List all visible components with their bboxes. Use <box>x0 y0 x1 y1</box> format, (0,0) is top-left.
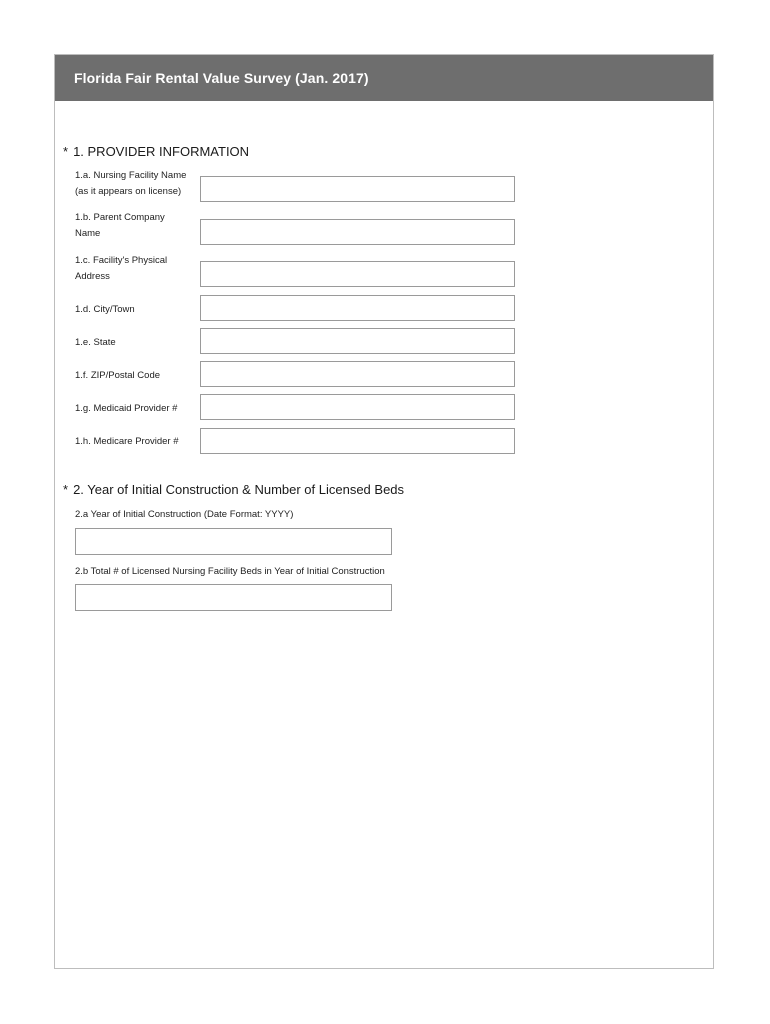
label-medicaid-provider <box>75 401 200 417</box>
city-town-input[interactable] <box>200 295 515 321</box>
survey-header <box>55 55 713 101</box>
nursing-facility-name-input[interactable] <box>200 176 515 202</box>
medicaid-provider-input[interactable] <box>200 394 515 420</box>
zip-code-input[interactable] <box>200 361 515 387</box>
total-licensed-beds-input[interactable] <box>75 584 392 611</box>
label-line: 1.b. Parent Company <box>75 212 165 223</box>
label-line: 1.f. ZIP/Postal Code <box>75 370 161 381</box>
medicare-provider-input[interactable] <box>200 428 515 454</box>
label-line: (as it appears on license) <box>75 186 182 197</box>
section-2-title <box>63 482 404 497</box>
physical-address-input[interactable] <box>200 261 515 287</box>
label-line: 1.c. Facility's Physical <box>75 255 168 266</box>
label-city-town <box>75 302 200 318</box>
section-1-heading: 1. PROVIDER INFORMATION <box>73 144 250 159</box>
label-line: 1.g. Medicaid Provider # <box>75 403 178 414</box>
label-zip-code <box>75 368 200 384</box>
label-line: 1.h. Medicare Provider # <box>75 436 179 447</box>
label-total-licensed-beds: 2.b Total # of Licensed Nursing Facility Beds in Year of Initial Construction <box>75 566 385 577</box>
parent-company-name-input[interactable] <box>200 219 515 245</box>
label-parent-company-name <box>75 210 200 242</box>
required-mark: * <box>63 482 69 497</box>
required-mark: * <box>63 144 69 159</box>
label-line: 1.d. City/Town <box>75 304 135 315</box>
label-line: 1.a. Nursing Facility Name <box>75 170 187 181</box>
label-state <box>75 335 200 351</box>
label-medicare-provider <box>75 434 200 450</box>
label-physical-address <box>75 253 200 285</box>
survey-title: Florida Fair Rental Value Survey (Jan. 2017) <box>74 70 369 86</box>
label-line: Address <box>75 271 110 282</box>
state-input[interactable] <box>200 328 515 354</box>
year-initial-construction-input[interactable] <box>75 528 392 555</box>
section-2-heading: 2. Year of Initial Construction & Number of Licensed Beds <box>73 482 405 497</box>
label-line: Name <box>75 228 101 239</box>
section-1-title <box>63 144 249 159</box>
label-year-initial-construction: 2.a Year of Initial Construction (Date Format: YYYY) <box>75 509 294 520</box>
label-line: 1.e. State <box>75 337 116 348</box>
survey-page <box>54 54 714 969</box>
label-nursing-facility-name <box>75 168 200 200</box>
